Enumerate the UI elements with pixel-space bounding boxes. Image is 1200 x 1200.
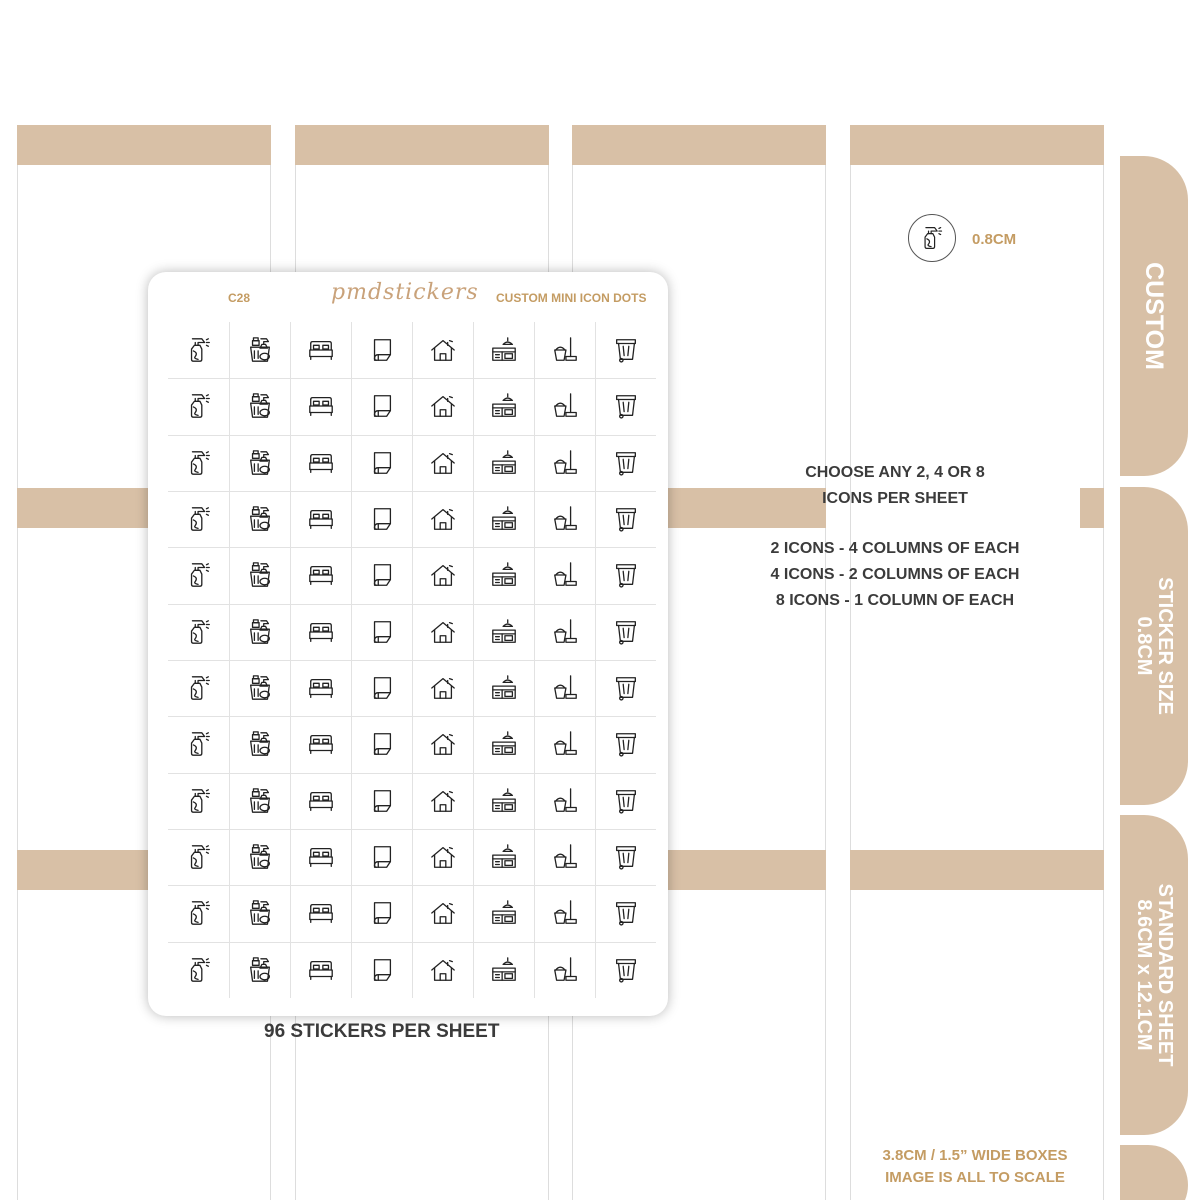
- sticker-cell: [290, 491, 351, 547]
- sticker-cell: [351, 716, 412, 772]
- cleaning-supplies-icon: [246, 674, 274, 702]
- spray-bottle-icon: [185, 787, 213, 815]
- trash-bin-icon: [612, 561, 640, 589]
- info-line-4: 4 ICONS - 2 COLUMNS OF EACH: [770, 566, 1020, 583]
- mop-bucket-icon: [551, 787, 579, 815]
- mop-bucket-icon: [551, 449, 579, 477]
- sticker-cell: [229, 322, 290, 378]
- mop-bucket-icon: [551, 561, 579, 589]
- sticker-cell: [473, 942, 534, 998]
- sticker-cell: [290, 942, 351, 998]
- sticker-sheet: [148, 272, 668, 1016]
- kitchen-counter-icon: [490, 787, 518, 815]
- mop-bucket-icon: [551, 392, 579, 420]
- tab-sheet-line2: 8.6CM x 12.1CM: [1133, 899, 1155, 1051]
- bed-icon: [307, 392, 335, 420]
- header-band-1: [17, 125, 271, 165]
- tab-sheet-line1: STANDARD SHEET: [1154, 883, 1176, 1067]
- kitchen-counter-icon: [490, 843, 518, 871]
- sticker-cell: [412, 942, 473, 998]
- sticker-cell: [412, 773, 473, 829]
- kitchen-counter-icon: [490, 449, 518, 477]
- sticker-cell: [473, 829, 534, 885]
- sheet-title: CUSTOM MINI ICON DOTS: [496, 291, 647, 305]
- sticker-cell: [473, 322, 534, 378]
- sticker-cell: [229, 491, 290, 547]
- bed-icon: [307, 730, 335, 758]
- sticker-cell: [168, 322, 229, 378]
- header-band-2: [295, 125, 549, 165]
- kitchen-counter-icon: [490, 956, 518, 984]
- sticker-cell: [229, 942, 290, 998]
- sticker-cell: [473, 378, 534, 434]
- spray-bottle-icon: [185, 561, 213, 589]
- kitchen-counter-icon: [490, 336, 518, 364]
- sticker-cell: [412, 491, 473, 547]
- sticker-cell: [290, 660, 351, 716]
- sticker-cell: [229, 378, 290, 434]
- spray-bottle-icon: [185, 956, 213, 984]
- sticker-cell: [534, 885, 595, 941]
- header-band-3: [572, 125, 826, 165]
- bed-icon: [307, 956, 335, 984]
- sticker-cell: [595, 378, 656, 434]
- sticker-cell: [290, 435, 351, 491]
- sticker-cell: [534, 322, 595, 378]
- sticker-cell: [168, 660, 229, 716]
- sticker-cell: [595, 885, 656, 941]
- trash-bin-icon: [612, 787, 640, 815]
- trash-bin-icon: [612, 730, 640, 758]
- house-icon: [429, 956, 457, 984]
- house-icon: [429, 674, 457, 702]
- sticker-cell: [412, 378, 473, 434]
- info-line-2: ICONS PER SHEET: [822, 490, 968, 507]
- spray-bottle-icon: [185, 336, 213, 364]
- spray-bottle-icon: [919, 225, 945, 251]
- mop-bucket-icon: [551, 674, 579, 702]
- cleaning-supplies-icon: [246, 392, 274, 420]
- info-line-5: 8 ICONS - 1 COLUMN OF EACH: [775, 592, 1015, 609]
- sticker-cell: [473, 716, 534, 772]
- footer-line-2: IMAGE IS ALL TO SCALE: [885, 1169, 1065, 1186]
- sticker-cell: [290, 547, 351, 603]
- cleaning-supplies-icon: [246, 561, 274, 589]
- mop-bucket-icon: [551, 899, 579, 927]
- cleaning-supplies-icon: [246, 730, 274, 758]
- sticker-cell: [534, 829, 595, 885]
- sticker-cell: [290, 604, 351, 660]
- sticker-cell: [290, 378, 351, 434]
- spray-bottle-icon: [185, 730, 213, 758]
- bed-icon: [307, 561, 335, 589]
- kitchen-counter-icon: [490, 505, 518, 533]
- mop-bucket-icon: [551, 336, 579, 364]
- sticker-cell: [168, 378, 229, 434]
- sticker-cell: [351, 322, 412, 378]
- sticker-cell: [351, 547, 412, 603]
- sticker-cell: [412, 885, 473, 941]
- sticker-cell: [290, 829, 351, 885]
- tab-size-line1: STICKER SIZE: [1154, 577, 1176, 715]
- brand-logo: pmdstickers: [331, 280, 479, 305]
- cleaning-supplies-icon: [246, 787, 274, 815]
- house-icon: [429, 505, 457, 533]
- cleaning-supplies-icon: [246, 899, 274, 927]
- tab-sticker-size: [1120, 487, 1188, 805]
- sticker-cell: [229, 547, 290, 603]
- sticker-cell: [229, 435, 290, 491]
- sticker-cell: [473, 435, 534, 491]
- sticker-cell: [351, 942, 412, 998]
- kitchen-counter-icon: [490, 730, 518, 758]
- tab-custom-label: CUSTOM: [1140, 262, 1169, 370]
- sticker-cell: [473, 547, 534, 603]
- sticker-cell: [412, 660, 473, 716]
- sticker-cell: [473, 885, 534, 941]
- spray-bottle-icon: [185, 674, 213, 702]
- mop-bucket-icon: [551, 956, 579, 984]
- spray-bottle-icon: [185, 449, 213, 477]
- spray-bottle-icon: [185, 899, 213, 927]
- sticker-cell: [229, 885, 290, 941]
- towel-icon: [368, 505, 396, 533]
- sticker-cell: [412, 604, 473, 660]
- bed-icon: [307, 449, 335, 477]
- sticker-cell: [412, 322, 473, 378]
- sticker-cell: [534, 716, 595, 772]
- kitchen-counter-icon: [490, 674, 518, 702]
- sticker-cell: [290, 885, 351, 941]
- kitchen-counter-icon: [490, 618, 518, 646]
- tab-standard-sheet: [1120, 815, 1188, 1135]
- sticker-cell: [534, 604, 595, 660]
- house-icon: [429, 561, 457, 589]
- sticker-cell: [595, 660, 656, 716]
- sticker-cell: [229, 660, 290, 716]
- sticker-cell: [168, 716, 229, 772]
- house-icon: [429, 787, 457, 815]
- mop-bucket-icon: [551, 843, 579, 871]
- info-line-3: 2 ICONS - 4 COLUMNS OF EACH: [770, 540, 1020, 557]
- sticker-cell: [168, 547, 229, 603]
- bed-icon: [307, 843, 335, 871]
- sticker-cell: [412, 547, 473, 603]
- sticker-cell: [595, 547, 656, 603]
- towel-icon: [368, 674, 396, 702]
- sticker-cell: [351, 885, 412, 941]
- sticker-cell: [351, 604, 412, 660]
- towel-icon: [368, 843, 396, 871]
- sticker-cell: [473, 604, 534, 660]
- sticker-cell: [595, 491, 656, 547]
- kitchen-counter-icon: [490, 899, 518, 927]
- sticker-cell: [595, 716, 656, 772]
- sticker-cell: [473, 491, 534, 547]
- sticker-cell: [595, 829, 656, 885]
- cleaning-supplies-icon: [246, 843, 274, 871]
- sticker-cell: [168, 604, 229, 660]
- mop-bucket-icon: [551, 505, 579, 533]
- house-icon: [429, 899, 457, 927]
- sticker-cell: [168, 885, 229, 941]
- sticker-cell: [351, 829, 412, 885]
- sticker-cell: [534, 660, 595, 716]
- sticker-cell: [534, 942, 595, 998]
- cleaning-supplies-icon: [246, 336, 274, 364]
- header-band-4: [850, 125, 1104, 165]
- sticker-cell: [229, 716, 290, 772]
- trash-bin-icon: [612, 449, 640, 477]
- spray-bottle-icon: [185, 392, 213, 420]
- bed-icon: [307, 787, 335, 815]
- bed-icon: [307, 899, 335, 927]
- sticker-cell: [595, 942, 656, 998]
- towel-icon: [368, 392, 396, 420]
- towel-icon: [368, 336, 396, 364]
- sticker-cell: [290, 716, 351, 772]
- sticker-cell: [168, 942, 229, 998]
- sticker-cell: [534, 378, 595, 434]
- towel-icon: [368, 561, 396, 589]
- towel-icon: [368, 449, 396, 477]
- trash-bin-icon: [612, 956, 640, 984]
- trash-bin-icon: [612, 674, 640, 702]
- sticker-cell: [229, 829, 290, 885]
- house-icon: [429, 336, 457, 364]
- sticker-cell: [473, 660, 534, 716]
- footer-line-1: 3.8CM / 1.5” WIDE BOXES: [882, 1147, 1068, 1164]
- tab-partial: [1120, 1145, 1188, 1200]
- sheet-code: C28: [228, 291, 251, 305]
- cleaning-supplies-icon: [246, 956, 274, 984]
- bed-icon: [307, 618, 335, 646]
- tab-custom: [1120, 156, 1188, 476]
- sticker-cell: [351, 435, 412, 491]
- cleaning-supplies-icon: [246, 449, 274, 477]
- size-sample-label: 0.8CM: [972, 231, 1017, 248]
- spray-bottle-icon: [185, 843, 213, 871]
- sticker-cell: [351, 378, 412, 434]
- sticker-cell: [473, 773, 534, 829]
- towel-icon: [368, 787, 396, 815]
- per-sheet-label: 96 STICKERS PER SHEET: [264, 1021, 500, 1042]
- planner-column-4: [850, 125, 1104, 1200]
- sticker-cell: [290, 322, 351, 378]
- mop-bucket-icon: [551, 730, 579, 758]
- spray-bottle-icon: [185, 618, 213, 646]
- size-sample-dot: [908, 214, 956, 262]
- cleaning-supplies-icon: [246, 618, 274, 646]
- sticker-cell: [534, 773, 595, 829]
- bed-icon: [307, 505, 335, 533]
- towel-icon: [368, 618, 396, 646]
- sticker-cell: [534, 547, 595, 603]
- towel-icon: [368, 956, 396, 984]
- sticker-cell: [595, 435, 656, 491]
- spray-bottle-icon: [185, 505, 213, 533]
- trash-bin-icon: [612, 392, 640, 420]
- house-icon: [429, 392, 457, 420]
- trash-bin-icon: [612, 843, 640, 871]
- sticker-cell: [229, 773, 290, 829]
- sticker-cell: [595, 322, 656, 378]
- lower-band-4: [850, 850, 1104, 890]
- house-icon: [429, 449, 457, 477]
- towel-icon: [368, 899, 396, 927]
- cleaning-supplies-icon: [246, 505, 274, 533]
- bed-icon: [307, 336, 335, 364]
- sticker-cell: [351, 773, 412, 829]
- sticker-cell: [229, 604, 290, 660]
- kitchen-counter-icon: [490, 561, 518, 589]
- sticker-cell: [595, 604, 656, 660]
- sticker-cell: [534, 435, 595, 491]
- mid-band-4: [1080, 488, 1104, 528]
- bed-icon: [307, 674, 335, 702]
- sticker-cell: [412, 829, 473, 885]
- house-icon: [429, 730, 457, 758]
- house-icon: [429, 618, 457, 646]
- house-icon: [429, 843, 457, 871]
- sticker-cell: [168, 829, 229, 885]
- trash-bin-icon: [612, 505, 640, 533]
- sticker-cell: [412, 435, 473, 491]
- sticker-cell: [351, 491, 412, 547]
- trash-bin-icon: [612, 618, 640, 646]
- trash-bin-icon: [612, 899, 640, 927]
- tab-size-line2: 0.8CM: [1133, 616, 1155, 676]
- kitchen-counter-icon: [490, 392, 518, 420]
- sticker-cell: [168, 491, 229, 547]
- sticker-cell: [412, 716, 473, 772]
- trash-bin-icon: [612, 336, 640, 364]
- info-line-1: CHOOSE ANY 2, 4 OR 8: [805, 464, 985, 481]
- sticker-cell: [595, 773, 656, 829]
- sticker-cell: [534, 491, 595, 547]
- sticker-cell: [168, 773, 229, 829]
- sticker-cell: [168, 435, 229, 491]
- towel-icon: [368, 730, 396, 758]
- mop-bucket-icon: [551, 618, 579, 646]
- sticker-grid: [168, 322, 656, 998]
- sticker-cell: [351, 660, 412, 716]
- sticker-cell: [290, 773, 351, 829]
